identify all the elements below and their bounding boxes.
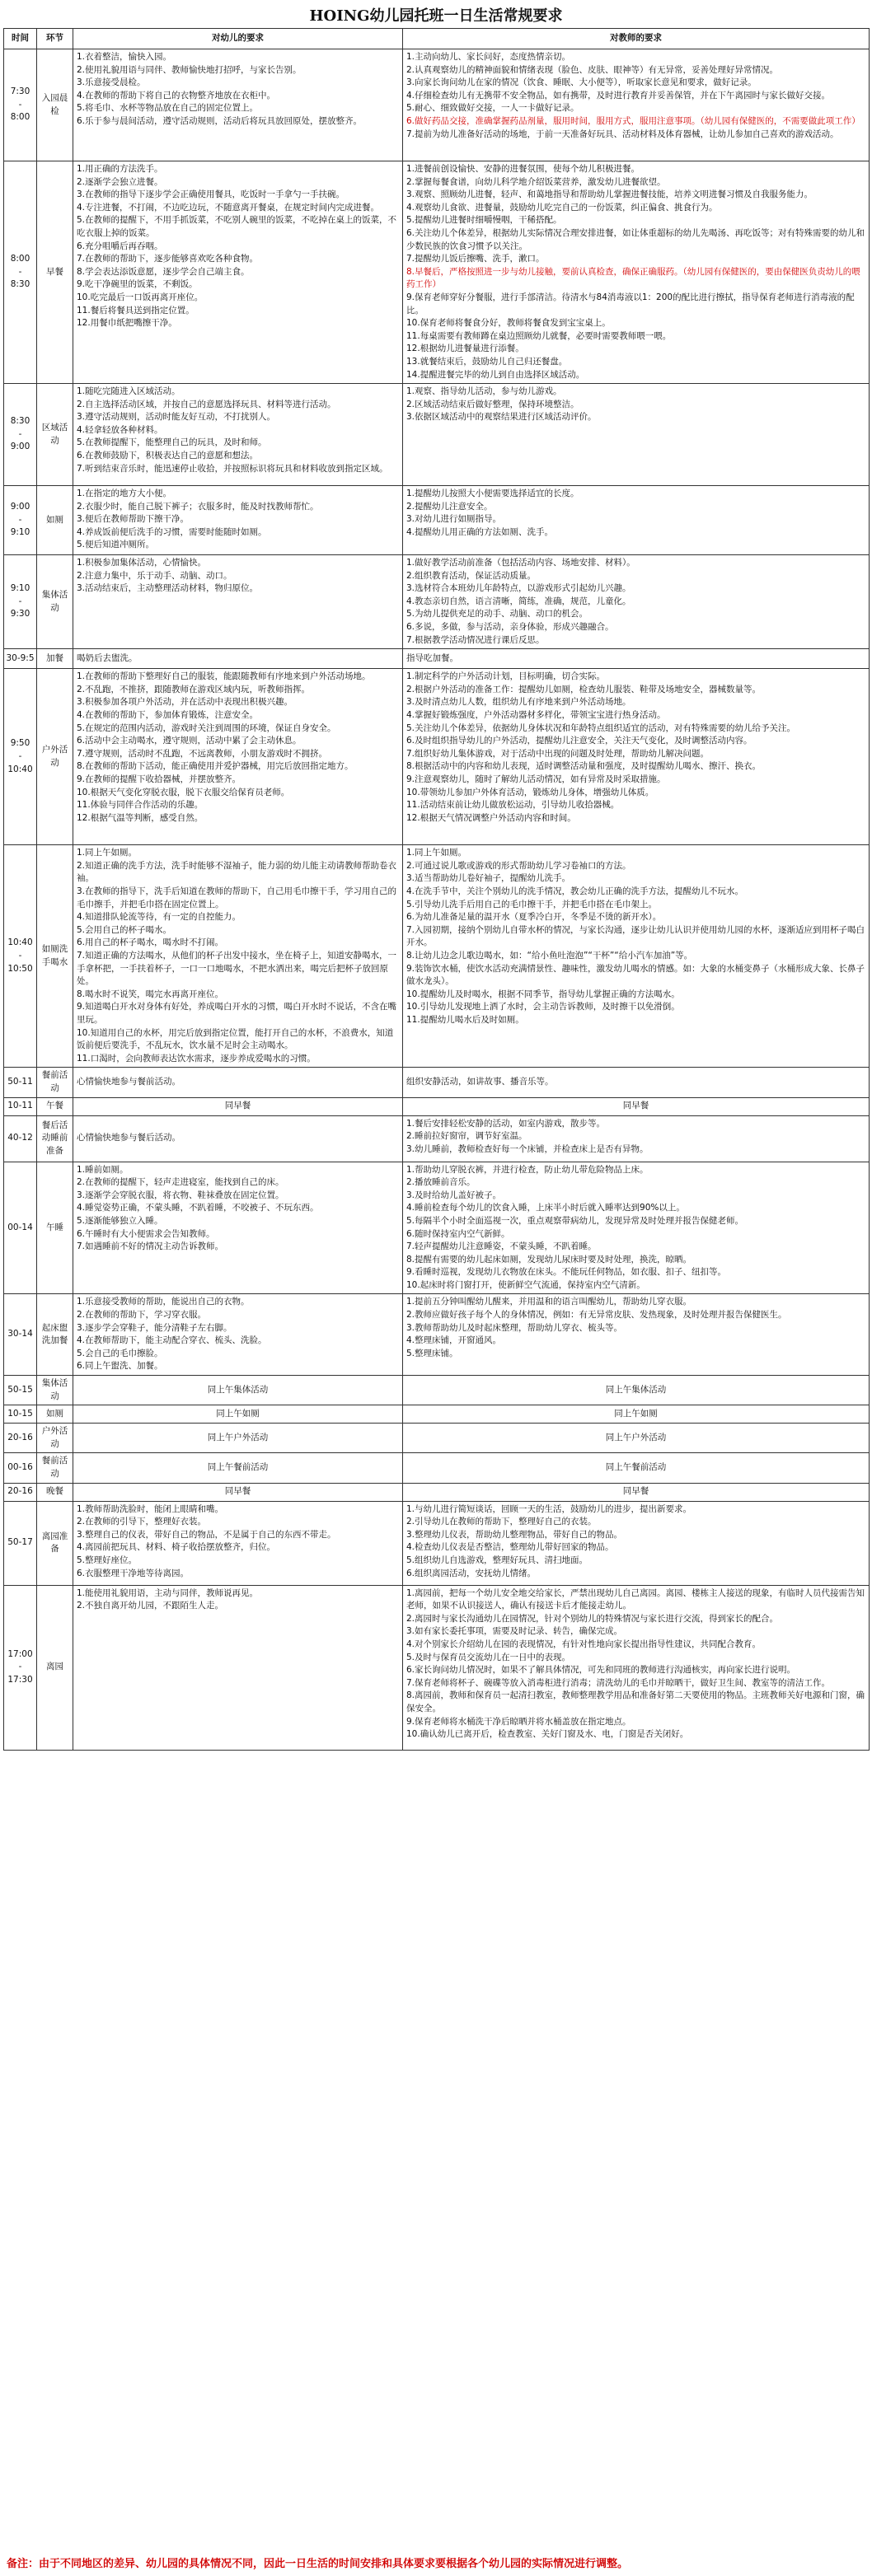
child-requirement-item: 1.在教师的帮助下整理好自己的服装，能跟随教师有序地来到户外活动场地。 [77, 671, 371, 682]
row-segment: 如厕洗手喝水 [37, 845, 73, 1068]
child-requirement-item: 5.会用自己的杯子喝水。 [77, 924, 172, 935]
table-row [4, 845, 870, 1068]
teacher-requirement-item: 3.对幼儿进行如厕指导。 [406, 514, 502, 525]
teacher-requirement-item: 同上午餐前活动 [605, 1462, 667, 1473]
child-requirement-item: 10.根据天气变化穿脱衣服，脱下衣服交给保育员老师。 [77, 787, 290, 797]
teacher-requirement-item: 4.在洗手节中，关注个别幼儿的洗手情况，教会幼儿正确的洗手方法，提醒幼儿不玩水。 [406, 886, 744, 897]
child-requirement-item: 1.衣着整洁，愉快入园。 [77, 52, 172, 62]
child-requirements-cell [73, 1376, 403, 1405]
child-requirement-item: 9.知道喝白开水对身体有好处，养成喝白开水的习惯，喝白开水时不说话，不含在嘴里玩。 [77, 1002, 397, 1025]
teacher-requirement-item: 4.观察幼儿食欲、进餐量，鼓励幼儿吃完自己的一份饭菜，纠正偏食、挑食行为。 [406, 202, 718, 213]
row-time: 9:00 - 9:10 [4, 486, 37, 555]
child-requirement-item: 1.用正确的方法洗手。 [77, 164, 163, 174]
table-row [4, 486, 870, 555]
child-requirement-item: 5.在规定的范围内活动，游戏时关注到周围的环境，保证自身安全。 [77, 722, 336, 733]
row-segment: 餐前活动 [37, 1453, 73, 1483]
child-requirement-item: 6.同上午盥洗、加餐。 [77, 1361, 163, 1372]
child-requirement-item: 喝奶后去盥洗。 [77, 652, 138, 663]
table-row [4, 49, 870, 161]
child-requirement-item: 6.乐于参与晨间活动，遵守活动规则，活动后将玩具放回原处，摆放整齐。 [77, 115, 363, 126]
child-requirement-item: 同上午如厕 [216, 1408, 260, 1419]
teacher-requirement-item: 11.提醒幼儿喝水后及时如厕。 [406, 1014, 524, 1025]
teacher-requirement-item: 4.检查幼儿仪表是否整洁，整理幼儿带好回家的物品。 [406, 1542, 614, 1553]
teacher-requirement-item: 2.引导幼儿在教师的帮助下，整理好自己的衣装。 [406, 1517, 597, 1527]
child-requirement-item: 1.随吃完随进入区域活动。 [77, 386, 180, 397]
teacher-requirements-cell [403, 1585, 870, 1750]
teacher-requirements-cell [403, 1424, 870, 1453]
teacher-requirement-item: 6.家长询问幼儿情况时，如果不了解具体情况，可先和同班的教师进行沟通核实，再向家长进行说明。 [406, 1665, 796, 1676]
row-time: 30-14 [4, 1294, 37, 1376]
child-requirement-item: 11.口渴时，会向教师表达饮水需求，逐步养成爱喝水的习惯。 [77, 1053, 316, 1064]
teacher-requirement-item: 6.及时组织指导幼儿的户外活动，提醒幼儿注意安全，关注天气变化，及时调整活动内容。 [406, 736, 752, 746]
teacher-requirement-item: 3.观察、照顾幼儿进餐，轻声、和蔼地指导和帮助幼儿掌握进餐技能，培养文明进餐习惯及自我服务能力。 [406, 189, 813, 200]
row-segment: 加餐 [37, 649, 73, 669]
teacher-requirement-item: 1.主动向幼儿、家长问好，态度热情亲切。 [406, 52, 571, 62]
row-time: 30-9:5 [4, 649, 37, 669]
table-row [4, 669, 870, 845]
child-requirement-item: 5.会自己的毛巾擦脸。 [77, 1348, 163, 1358]
row-time: 8:30 - 9:00 [4, 384, 37, 486]
teacher-requirement-item: 1.离园前，把每一个幼儿安全地交给家长，严禁出现幼儿自己离园。离园、楼栋主人接送的现象，有临时人员代接需告知老师，如果不认识接送人，确认有接送卡后才能接走幼儿。 [406, 1587, 865, 1611]
child-requirement-item: 3.便后在教师帮助下擦干净。 [77, 514, 190, 525]
table-row [4, 1162, 870, 1294]
child-requirements-cell [73, 49, 403, 161]
teacher-requirement-item: 同早餐 [622, 1101, 649, 1111]
teacher-requirement-item: 3.整理幼儿仪表，帮助幼儿整理物品，带好自己的物品。 [406, 1529, 623, 1540]
teacher-requirement-item: 1.观察、指导幼儿活动，参与幼儿游戏。 [406, 386, 562, 397]
teacher-requirement-item: 7.提醒幼儿饭后擦嘴、洗手，漱口。 [406, 254, 545, 264]
child-requirements-cell [73, 1162, 403, 1294]
child-requirement-item: 4.知道排队轮流等待，有一定的自控能力。 [77, 912, 241, 923]
teacher-requirement-item: 2.播放睡前音乐。 [406, 1177, 476, 1188]
child-requirements-cell [73, 161, 403, 384]
child-requirement-item: 同上午餐前活动 [207, 1462, 269, 1473]
child-requirement-item: 5.在教师的提醒下，不用手抓饭菜，不吃别人碗里的饭菜，不吃掉在桌上的饭菜，不吃衣服上掉的饭菜。 [77, 215, 397, 238]
teacher-requirements-cell [403, 649, 870, 669]
child-requirement-item: 4.在教师帮助下，能主动配合穿衣、梳头、洗脸。 [77, 1335, 267, 1346]
child-requirement-item: 6.在教师鼓励下，积极表达自己的意愿和想法。 [77, 451, 259, 461]
table-body [4, 49, 870, 1751]
row-time: 10-15 [4, 1405, 37, 1424]
child-requirement-item: 同上午集体活动 [207, 1384, 269, 1395]
teacher-requirement-item: 1.做好教学活动前准备（包括活动内容、场地安排、材料）。 [406, 558, 635, 568]
child-requirement-item: 9.吃干净碗里的饭菜，不剩饭。 [77, 279, 198, 290]
table-row [4, 1501, 870, 1585]
teacher-requirement-item: 指导吃加餐。 [406, 652, 458, 663]
row-segment: 餐前活动 [37, 1068, 73, 1097]
row-segment: 集体活动 [37, 1376, 73, 1405]
child-requirements-cell [73, 1097, 403, 1115]
teacher-requirement-item: 10.引导幼儿发现地上洒了水时，会主动告诉教师，及时擦干以免滑倒。 [406, 1002, 680, 1012]
child-requirement-item: 7.如遇睡前不好的情况主动告诉教师。 [77, 1241, 224, 1252]
teacher-requirement-item: 9.装饰饮水桶，使饮水活动充满情景性、趣味性，激发幼儿喝水的情感。如：大象的水桶变鼻子（水桶形成大象、长鼻子做水龙头）。 [406, 963, 865, 987]
teacher-requirements-cell [403, 555, 870, 649]
teacher-requirement-item: 2.教师应做好孩子每个人的身体情况，例如：有无异常皮肤、发热现象，及时处理并报告保健医生。 [406, 1310, 787, 1321]
child-requirement-item: 12.根据气温等判断，感受自然。 [77, 812, 204, 823]
teacher-requirement-item: 8.根据活动中的内容和幼儿表现，适时调整活动量和强度，及时提醒幼儿喝水、擦汗、换衣。 [406, 761, 762, 772]
document-title: HOING幼儿园托班一日生活常规要求 [309, 7, 563, 25]
child-requirement-item: 同早餐 [224, 1486, 251, 1497]
teacher-requirement-item: 同上午如厕 [614, 1408, 658, 1419]
child-requirement-item: 1.乐意接受教师的帮助，能说出自己的衣物。 [77, 1297, 250, 1307]
child-requirements-cell [73, 1068, 403, 1097]
child-requirement-item: 1.能使用礼貌用语，主动与同伴，教师说再见。 [77, 1587, 259, 1598]
row-time: 50-15 [4, 1376, 37, 1405]
child-requirement-item: 10.知道用自己的水杯，用完后放到指定位置，能打开自己的水杯，不浪费水，知道饭前便后要洗手，不乱玩水，饮水量不足时会主动喝水。 [77, 1027, 394, 1051]
child-requirement-item: 1.睡前如厕。 [77, 1164, 129, 1175]
teacher-requirements-cell [403, 384, 870, 486]
teacher-requirement-item: 7.轻声提醒幼儿注意睡姿，不蒙头睡，不趴着睡。 [406, 1241, 597, 1252]
teacher-requirement-item: 4.掌握好锻炼强度，户外活动器材多样化，带领宝宝进行热身活动。 [406, 710, 666, 721]
teacher-requirement-item: 4.提醒幼儿用正确的方法如厕、洗手。 [406, 526, 554, 537]
child-requirement-item: 6.活动中会主动喝水，遵守规则，活动中累了会主动休息。 [77, 736, 302, 746]
teacher-requirement-item: 8.提醒有需要的幼儿起床如厕，发现幼儿尿床时要及时处理，换洗，晾晒。 [406, 1254, 692, 1265]
teacher-requirement-item: 10.带领幼儿参加户外体育活动，锻炼幼儿身体，增强幼儿体质。 [406, 787, 654, 797]
row-segment: 区域活动 [37, 384, 73, 486]
header-segment: 环节 [37, 29, 73, 49]
teacher-requirement-item: 3.及时给幼儿盖好被子。 [406, 1190, 502, 1200]
child-requirement-item: 8.在教师的帮助下活动，能正确使用并爱护器械，用完后放回指定地方。 [77, 761, 354, 772]
row-segment: 离园 [37, 1585, 73, 1750]
table-row [4, 1405, 870, 1424]
child-requirement-item: 11.体验与同伴合作活动的乐趣。 [77, 800, 204, 811]
teacher-requirement-item: 2.可通过说儿歌或游戏的形式帮助幼儿学习卷袖口的方法。 [406, 860, 631, 871]
row-segment: 餐后活动睡前准备 [37, 1115, 73, 1162]
child-requirement-item: 4.离园前把玩具、材料、椅子收拾摆放整齐，归位。 [77, 1542, 276, 1553]
child-requirement-item: 11.餐后将餐具送到指定位置。 [77, 305, 195, 316]
teacher-requirement-item: 6.多说，多做，参与活动，亲身体验，形成兴趣融合。 [406, 622, 614, 633]
teacher-requirement-item: 4.睡前检查每个幼儿的饮食入睡，上床半小时后就入睡率达到90%以上。 [406, 1203, 685, 1213]
table-row [4, 1294, 870, 1376]
teacher-requirement-item: 3.向家长询问幼儿在家的情况（饮食、睡眠、大小便等），听取家长意见和要求，做好记录。 [406, 77, 757, 88]
row-time: 40-12 [4, 1115, 37, 1162]
teacher-requirement-item: 3.及时清点幼儿人数，组织幼儿有序地来到户外活动场地。 [406, 697, 631, 708]
teacher-requirements-cell [403, 669, 870, 845]
header-time: 时间 [4, 29, 37, 49]
table-row [4, 1097, 870, 1115]
table-row [4, 1483, 870, 1501]
teacher-requirement-item: 12.根据幼儿进餐量进行添餐。 [406, 344, 524, 354]
child-requirement-item: 1.同上午如厕。 [77, 848, 138, 858]
teacher-requirement-item: 6.为幼儿准备足量的温开水（夏季冷白开，冬季是不烫的新开水）。 [406, 912, 662, 923]
teacher-requirement-item: 5.整理床铺。 [406, 1348, 458, 1358]
child-requirements-cell [73, 486, 403, 555]
row-segment: 起床盥洗加餐 [37, 1294, 73, 1376]
teacher-requirement-item: 5.每隔半个小时全面巡视一次，重点观察带病幼儿，发现异常及时处理并报告保健老师。 [406, 1215, 744, 1226]
child-requirement-item: 3.活动结束后，主动整理活动材料，物归原位。 [77, 583, 259, 594]
child-requirement-item: 2.自主选择活动区域，并按自己的意愿选择玩具、材料等进行活动。 [77, 399, 336, 409]
teacher-requirement-item: 1.与幼儿进行简短谈话，回顾一天的生活，鼓励幼儿的进步，提出新要求。 [406, 1503, 692, 1514]
child-requirement-item: 5.便后知道冲厕所。 [77, 540, 155, 550]
table-row [4, 161, 870, 384]
teacher-requirement-item: 3.选材符合本班幼儿年龄特点，以游戏形式引起幼儿兴趣。 [406, 583, 631, 594]
child-requirement-item: 心情愉快地参与餐后活动。 [77, 1133, 180, 1143]
child-requirement-item: 3.遵守活动规则，活动时能友好互动，不打扰别人。 [77, 412, 276, 423]
header-child-requirements: 对幼儿的要求 [73, 29, 403, 49]
teacher-requirement-item: 6.做好药品交接，准确掌握药品剂量，服用时间，服用方式，服用注意事项。（幼儿园有保健医的，不需要做此项工作） [406, 115, 860, 126]
teacher-requirement-item: 5.组织幼儿自选游戏，整理好玩具、清扫地面。 [406, 1554, 588, 1565]
row-time: 50-17 [4, 1501, 37, 1585]
teacher-requirement-item: 4.对个别家长介绍幼儿在园的表现情况，有针对性地向家长提出指导性建议，共同配合教育。 [406, 1639, 762, 1649]
teacher-requirement-item: 4.仔细检查幼儿有无携带不安全物品，如有携带，及时进行教育并妥善保管，并在下午离园时与家长做好交接。 [406, 90, 831, 101]
child-requirement-item: 3.逐步学会穿鞋子，能分清鞋子左右脚。 [77, 1322, 232, 1333]
teacher-requirement-item: 1.进餐前创设愉快、安静的进餐氛围，使每个幼儿积极进餐。 [406, 164, 640, 174]
teacher-requirement-item: 5.提醒幼儿进餐时细嚼慢咽，干稀搭配。 [406, 215, 562, 226]
table-row [4, 1424, 870, 1453]
teacher-requirement-item: 5.关注幼儿个体差异，依据幼儿身体状况和年龄特点组织适宜的活动，对有特殊需要的幼儿给予关注。 [406, 722, 796, 733]
row-segment: 户外活动 [37, 669, 73, 845]
teacher-requirement-item: 4.整理床铺，开窗通风。 [406, 1335, 502, 1346]
child-requirement-item: 3.乐意接受晨检。 [77, 77, 146, 88]
row-time: 7:30 - 8:00 [4, 49, 37, 161]
child-requirement-item: 2.不独自离开幼儿园，不跟陌生人走。 [77, 1601, 224, 1611]
teacher-requirement-item: 9.保育老师穿好分餐服，进行手部清洁。待清水与84消毒液以1：200的配比进行擦拭，指导保育老师进行消毒液的配比。 [406, 292, 855, 316]
teacher-requirement-item: 1.制定科学的户外活动计划，目标明确，切合实际。 [406, 671, 606, 682]
row-time: 9:50 - 10:40 [4, 669, 37, 845]
row-time: 9:10 - 9:30 [4, 555, 37, 649]
teacher-requirements-cell [403, 1115, 870, 1162]
teacher-requirement-item: 2.离园时与家长沟通幼儿在园情况，针对个别幼儿的特殊情况与家长进行交流，得到家长的配合。 [406, 1613, 779, 1624]
teacher-requirement-item: 13.就餐结束后，鼓励幼儿自己归还餐盘。 [406, 356, 568, 367]
teacher-requirement-item: 3.教师帮助幼儿及时起床整理，帮助幼儿穿衣、梳头等。 [406, 1322, 623, 1333]
child-requirement-item: 7.在教师的帮助下，逐步能够喜欢吃各种食物。 [77, 254, 259, 264]
teacher-requirement-item: 6.随时保持室内空气新鲜。 [406, 1228, 510, 1239]
child-requirements-cell [73, 1405, 403, 1424]
teacher-requirement-item: 10.起床时将门窗打开，使新鲜空气流通，保持室内空气清新。 [406, 1279, 645, 1290]
row-time: 17:00 - 17:30 [4, 1585, 37, 1750]
child-requirements-cell [73, 1115, 403, 1162]
teacher-requirement-item: 8.早餐后，严格按照进一步与幼儿接触，要前认真检查，确保正确服药。（幼儿园有保健医的，要由保健医负责幼儿的喂药工作） [406, 266, 860, 290]
teacher-requirement-item: 8.让幼儿边念儿歌边喝水，如：“给小鱼吐泡泡”“干杯”“给小汽车加油”等。 [406, 951, 693, 961]
teacher-requirement-item: 2.提醒幼儿注意安全。 [406, 501, 493, 512]
teacher-requirements-cell [403, 486, 870, 555]
table-row [4, 1068, 870, 1097]
child-requirements-cell [73, 1483, 403, 1501]
row-segment: 集体活动 [37, 555, 73, 649]
row-time: 10-11 [4, 1097, 37, 1115]
child-requirement-item: 1.积极参加集体活动，心情愉快。 [77, 558, 207, 568]
row-segment: 离园准备 [37, 1501, 73, 1585]
teacher-requirement-item: 1.帮助幼儿穿脱衣裤，并进行检查，防止幼儿带危险物品上床。 [406, 1164, 649, 1175]
child-requirements-cell [73, 384, 403, 486]
child-requirement-item: 12.用餐巾纸把嘴擦干净。 [77, 318, 177, 329]
teacher-requirements-cell [403, 161, 870, 384]
teacher-requirement-item: 9.保育老师将水桶洗干净后晾晒并将水桶盖放在指定地点。 [406, 1716, 631, 1727]
teacher-requirement-item: 7.保育老师将杯子、碗碟等放入消毒柜进行消毒；清洗幼儿的毛巾并晾晒干，做好卫生间、教室等的清洁工作。 [406, 1677, 831, 1688]
teacher-requirement-item: 3.适当帮助幼儿卷好袖子，提醒幼儿洗手。 [406, 873, 571, 884]
table-row [4, 555, 870, 649]
teacher-requirement-item: 组织安静活动，如讲故事、播音乐等。 [406, 1077, 554, 1087]
teacher-requirement-item: 1.提醒幼儿按照大小便需要选择适宜的长度。 [406, 489, 579, 499]
child-requirements-cell [73, 1585, 403, 1750]
teacher-requirements-cell [403, 1483, 870, 1501]
table-row [4, 384, 870, 486]
table-row [4, 649, 870, 669]
child-requirement-item: 8.喝水时不说笑，喝完水再离开座位。 [77, 989, 224, 999]
row-time: 8:00 - 8:30 [4, 161, 37, 384]
row-segment: 午睡 [37, 1162, 73, 1294]
child-requirement-item: 7.知道正确的方法喝水，从他们的杯子出发中接水，坐在椅子上，知道安静喝水，一手拿杯把，一手扶着杯子，一口一口地喝水，不把水洒出来，喝完后把杯子放回原处。 [77, 951, 397, 987]
child-requirement-item: 5.整理好座位。 [77, 1554, 138, 1565]
child-requirements-cell [73, 1294, 403, 1376]
teacher-requirement-item: 2.掌握每餐食谱，向幼儿科学地介绍饭菜营养，激发幼儿进餐欲望。 [406, 176, 666, 187]
teacher-requirements-cell [403, 1097, 870, 1115]
teacher-requirement-item: 3.依据区域活动中的观察结果进行区域活动评价。 [406, 412, 597, 423]
child-requirements-cell [73, 1453, 403, 1483]
child-requirement-item: 8.学会表达添饭意愿，逐步学会自己端主食。 [77, 266, 250, 277]
teacher-requirement-item: 9.看睡时巡视，发现幼儿衣物放在床头。不能玩任何物品，如衣服、扣子、纽扣等。 [406, 1267, 727, 1278]
row-segment: 早餐 [37, 161, 73, 384]
child-requirement-item: 3.积极参加各项户外活动，并在活动中表现出积极兴趣。 [77, 697, 293, 708]
row-time: 00-14 [4, 1162, 37, 1294]
child-requirement-item: 5.在教师提醒下，能整理自己的玩具，及时和师。 [77, 437, 267, 448]
child-requirement-item: 4.专注进餐，不打闹，不边吃边玩，不随意离开餐桌，在规定时间内完成进餐。 [77, 202, 380, 213]
child-requirement-item: 心情愉快地参与餐前活动。 [77, 1077, 180, 1087]
teacher-requirement-item: 7.提前为幼儿准备好活动的场地，于前一天准备好玩具、活动材料及体育器械，让幼儿参加自己喜欢的游戏活动。 [406, 129, 839, 139]
teacher-requirement-item: 2.根据户外活动的准备工作：提醒幼儿如厕，检查幼儿服装、鞋带及场地安全，器械数量等。 [406, 684, 762, 694]
teacher-requirements-cell [403, 1376, 870, 1405]
teacher-requirement-item: 2.认真观察幼儿的精神面貌和情绪表现（脸色、皮肤、眼神等）有无异常，妥善处理好异常情况。 [406, 64, 779, 75]
row-time: 10:40 - 10:50 [4, 845, 37, 1068]
child-requirement-item: 2.在教师的提醒下，轻声走进寝室，能找到自己的床。 [77, 1177, 284, 1188]
child-requirement-item: 4.在教师的帮助下将自己的衣物整齐地放在衣柜中。 [77, 90, 276, 101]
child-requirement-item: 2.注意力集中，乐于动手、动脑、动口。 [77, 570, 232, 581]
table-row [4, 1115, 870, 1162]
teacher-requirement-item: 8.离园前，教师和保育员一起清扫教室，教师整理教学用品和准备好第二天要使用的物品。主班教师关好电源和门窗，确保安全。 [406, 1690, 865, 1713]
teacher-requirement-item: 3.如有家长委托事项，需要及时记录、转告，确保完成。 [406, 1626, 623, 1637]
teacher-requirements-cell [403, 845, 870, 1068]
child-requirement-item: 同上午户外活动 [207, 1433, 269, 1443]
child-requirements-cell [73, 1501, 403, 1585]
header-teacher-requirements: 对教师的要求 [403, 29, 870, 49]
child-requirement-item: 4.睡觉姿势正确，不蒙头睡，不趴着睡，不咬被子、不玩东西。 [77, 1203, 319, 1213]
teacher-requirement-item: 同上午户外活动 [605, 1433, 667, 1443]
child-requirement-item: 4.在教师的帮助下，参加体育锻炼，注意安全。 [77, 710, 259, 721]
row-segment: 如厕 [37, 486, 73, 555]
teacher-requirement-item: 1.同上午如厕。 [406, 848, 467, 858]
child-requirement-item: 2.不乱跑，不推挤，跟随教师在游戏区域内玩，听教师指挥。 [77, 684, 311, 694]
teacher-requirement-item: 2.睡前拉好窗帘，调节好室温。 [406, 1131, 527, 1142]
child-requirement-item: 2.在教师的引导下，整理好衣装。 [77, 1517, 207, 1527]
child-requirements-cell [73, 1424, 403, 1453]
teacher-requirement-item: 10.提醒幼儿及时喝水，根据不同季节，指导幼儿掌握正确的方法喝水。 [406, 989, 680, 999]
row-time: 20-16 [4, 1483, 37, 1501]
teacher-requirement-item: 5.引导幼儿洗手后用自己的毛巾擦干手，并把毛巾搭在毛巾架上。 [406, 899, 658, 909]
child-requirement-item: 10.吃完最后一口饭再离开座位。 [77, 292, 204, 302]
teacher-requirement-item: 1.餐后安排轻松安静的活动，如室内游戏，散步等。 [406, 1118, 606, 1129]
teacher-requirement-item: 同上午集体活动 [605, 1384, 667, 1395]
child-requirement-item: 3.逐渐学会穿脱衣服，将衣物、鞋袜叠放在固定位置。 [77, 1190, 284, 1200]
teacher-requirement-item: 3.幼儿睡前，教师检查好每一个床铺，并检查床上是否有异物。 [406, 1143, 649, 1154]
teacher-requirements-cell [403, 1453, 870, 1483]
row-segment: 午餐 [37, 1097, 73, 1115]
teacher-requirement-item: 6.关注幼儿个体差异，根据幼儿实际情况合理安排进餐，如让体重超标的幼儿先喝汤、再吃饭等；对有特殊需要的幼儿和少数民族的饮食习惯予以关注。 [406, 227, 865, 251]
teacher-requirements-cell [403, 1405, 870, 1424]
teacher-requirements-cell [403, 1294, 870, 1376]
teacher-requirement-item: 1.提前五分钟叫醒幼儿醒来，并用温和的语言叫醒幼儿，帮助幼儿穿衣服。 [406, 1297, 692, 1307]
table-row [4, 1585, 870, 1750]
child-requirement-item: 2.在教师的帮助下，学习穿衣服。 [77, 1310, 207, 1321]
row-segment: 晚餐 [37, 1483, 73, 1501]
teacher-requirement-item: 12.根据天气情况调整户外活动内容和时间。 [406, 812, 576, 823]
teacher-requirement-item: 5.为幼儿提供充足的动手、动脑、动口的机会。 [406, 609, 588, 619]
child-requirement-item: 6.充分咀嚼后再吞咽。 [77, 241, 163, 251]
teacher-requirement-item: 6.组织离园活动，安抚幼儿情绪。 [406, 1568, 537, 1578]
child-requirement-item: 5.逐渐能够独立入睡。 [77, 1215, 163, 1226]
teacher-requirement-item: 10.确认幼儿已离开后，检查教室、关好门窗及水、电，门窗是否关闭好。 [406, 1729, 689, 1740]
teacher-requirement-item: 2.组织教育活动，保证活动质量。 [406, 570, 537, 581]
teacher-requirement-item: 2.区域活动结束后做好整理，保持环境整洁。 [406, 399, 579, 409]
child-requirement-item: 6.用自己的杯子喝水，喝水时不打闹。 [77, 937, 224, 948]
teacher-requirement-item: 同早餐 [622, 1486, 649, 1497]
teacher-requirements-cell [403, 49, 870, 161]
child-requirement-item: 4.养成饭前便后洗手的习惯，需要时能随时如厕。 [77, 526, 267, 537]
child-requirements-cell [73, 845, 403, 1068]
teacher-requirement-item: 5.及时与保育员交流幼儿在一日中的表现。 [406, 1652, 571, 1662]
teacher-requirement-item: 7.组织好幼儿集体游戏，对于活动中出现的问题及时处理，帮助幼儿解决问题。 [406, 748, 710, 759]
child-requirement-item: 3.在教师的指导下，洗手后知道在教师的帮助下，自己用毛巾擦干手，学习用自己的毛巾擦手，并把毛巾搭在固定位置上。 [77, 886, 397, 909]
row-time: 50-11 [4, 1068, 37, 1097]
child-requirement-item: 6.衣服整理干净地等待离园。 [77, 1568, 190, 1578]
table-row [4, 1453, 870, 1483]
child-requirement-item: 2.衣服少时，能自己脱下裤子；衣服多时，能及时找教师帮忙。 [77, 501, 319, 512]
routine-table [3, 28, 870, 1751]
child-requirement-item: 3.整理自己的仪表，带好自己的物品，不是属于自己的东西不带走。 [77, 1529, 336, 1540]
teacher-requirement-item: 7.入园初期，接纳个别幼儿自带水杯的情况，与家长沟通，逐步让幼儿认识并使用幼儿园的水杯，逐渐适应到用杯子喝白开水。 [406, 924, 865, 948]
child-requirement-item: 4.轻拿轻放各种材料。 [77, 424, 163, 435]
row-time: 20-16 [4, 1424, 37, 1453]
child-requirement-item: 7.遵守规则，活动时不乱跑，不远离教师，小朋友游戏时不拥挤。 [77, 748, 328, 759]
child-requirement-item: 同早餐 [224, 1101, 251, 1111]
child-requirements-cell [73, 649, 403, 669]
table-row [4, 1376, 870, 1405]
teacher-requirements-cell [403, 1162, 870, 1294]
row-time: 00-16 [4, 1453, 37, 1483]
teacher-requirement-item: 11.每桌需要有教师蹲在桌边照顾幼儿就餐，必要时需要教师喂一喂。 [406, 330, 672, 341]
child-requirement-item: 6.午睡时有大小便需求会告知教师。 [77, 1228, 215, 1239]
row-segment: 如厕 [37, 1405, 73, 1424]
child-requirement-item: 2.知道正确的洗手方法，洗手时能够不湿袖子，能力弱的幼儿能主动请教师帮助卷衣袖。 [77, 860, 397, 884]
teacher-requirement-item: 7.根据教学活动情况进行课后反思。 [406, 634, 545, 645]
child-requirement-item: 5.将毛巾、水杯等物品放在自己的固定位置上。 [77, 103, 259, 114]
teacher-requirement-item: 9.注意观察幼儿，随时了解幼儿活动情况，如有异常及时采取措施。 [406, 774, 666, 784]
footnote: 备注：由于不同地区的差异、幼儿园的具体情况不同，因此一日生活的时间安排和具体要求要根据各个幼儿园的实际情况进行调整。 [7, 2558, 629, 2570]
teacher-requirement-item: 10.保育老师将餐食分好，教师将餐食发到宝宝桌上。 [406, 318, 611, 329]
teacher-requirements-cell [403, 1068, 870, 1097]
child-requirement-item: 2.逐渐学会独立进餐。 [77, 176, 163, 187]
child-requirement-item: 1.在指定的地方大小便。 [77, 489, 172, 499]
table-header-row [4, 29, 870, 49]
child-requirement-item: 7.听到结束音乐时，能迅速停止收拾，并按照标识将玩具和材料收放到指定区域。 [77, 463, 388, 474]
teacher-requirement-item: 14.提醒进餐完毕的幼儿到自由选择区域活动。 [406, 369, 585, 380]
child-requirements-cell [73, 669, 403, 845]
teacher-requirement-item: 11.活动结束前让幼儿做放松运动，引导幼儿收拾器械。 [406, 800, 620, 811]
teacher-requirement-item: 4.教态亲切自然，语言清晰，简练，准确，规范，儿童化。 [406, 596, 631, 606]
row-segment: 入园晨检 [37, 49, 73, 161]
child-requirement-item: 1.教师帮助洗脸时，能闭上眼睛和嘴。 [77, 1503, 224, 1514]
child-requirement-item: 9.在教师的提醒下收拾器械，并摆放整齐。 [77, 774, 241, 784]
child-requirement-item: 3.在教师的指导下逐步学会正确使用餐具，吃饭时一手拿勺一手扶碗。 [77, 189, 345, 200]
teacher-requirements-cell [403, 1501, 870, 1585]
child-requirement-item: 2.使用礼貌用语与同伴、教师愉快地打招呼，与家长告别。 [77, 64, 302, 75]
teacher-requirement-item: 5.耐心、细致做好交接，一人一卡做好记录。 [406, 103, 579, 114]
row-segment: 户外活动 [37, 1424, 73, 1453]
child-requirements-cell [73, 555, 403, 649]
